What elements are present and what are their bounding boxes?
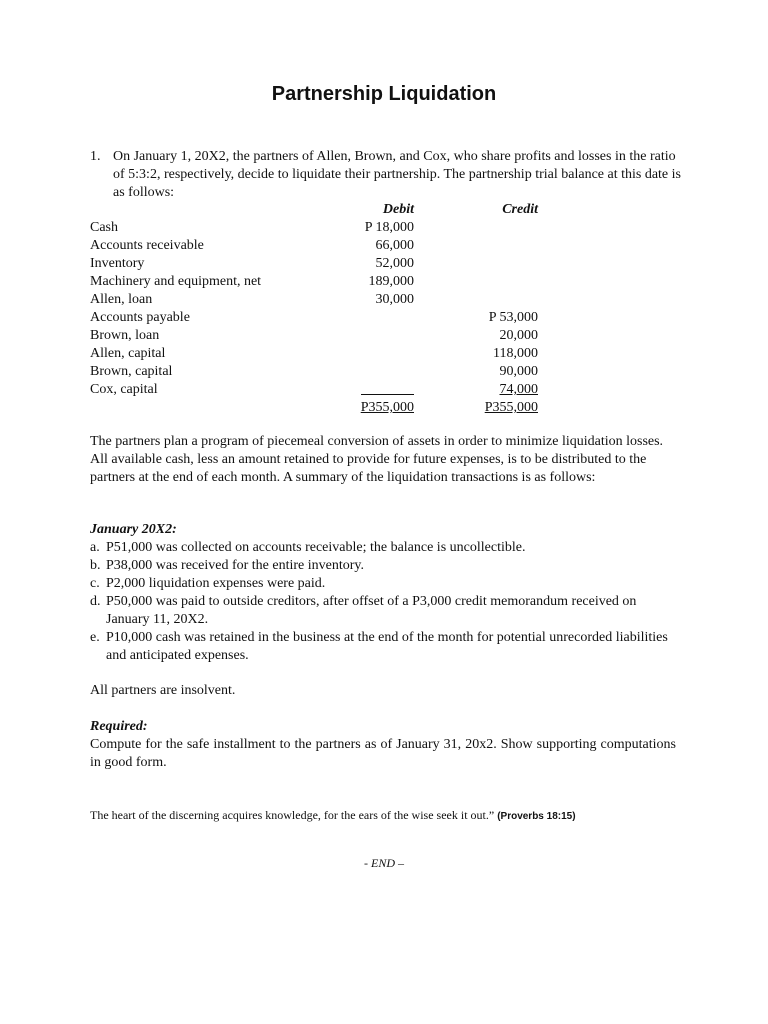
- tb-row-label: Allen, capital: [90, 346, 166, 361]
- required-heading: Required:: [90, 719, 148, 734]
- tb-row-credit: 74,000: [499, 382, 538, 397]
- item-text: P50,000 was paid to outside creditors, after offset of a P3,000 credit memorandum received on January 11, 20X2.: [106, 594, 637, 627]
- tb-row-credit: 20,000: [499, 328, 538, 343]
- debit-subtotal-rule: [361, 394, 414, 395]
- tb-row-label: Brown, loan: [90, 328, 160, 343]
- list-item: [90, 593, 680, 629]
- tb-row-label: Cash: [90, 220, 118, 235]
- debit-header: Debit: [382, 202, 414, 217]
- list-item: [90, 629, 680, 665]
- tb-row-debit: P 18,000: [364, 220, 414, 235]
- problem-intro: On January 1, 20X2, the partners of Allen, Brown, and Cox, who share profits and losses in the ratio of 5:3:2, respectively, decide to liquidate their partnership. The partnership trial balance at this date is as follows:: [113, 149, 681, 200]
- page-title: Partnership Liquidation: [271, 83, 497, 105]
- tb-row-label: Inventory: [90, 256, 145, 271]
- tb-row-label: Cox, capital: [90, 382, 158, 397]
- quote-reference: (Proverbs 18:15): [497, 811, 576, 822]
- tb-row-label: Accounts payable: [90, 310, 190, 325]
- list-item: [90, 575, 680, 593]
- tb-row-label: Brown, capital: [90, 364, 173, 379]
- credit-header: Credit: [502, 202, 538, 217]
- plan-paragraph: The partners plan a program of piecemeal conversion of assets in order to minimize liquidation losses. All available cash, less an amount retained to provide for future expenses, is to be distributed to the partners at the end of each month. A summary of the liquidation transactions is as follows:: [90, 434, 664, 485]
- tb-row-debit: 66,000: [375, 238, 414, 253]
- item-letter: c.: [90, 576, 100, 591]
- total-credit: P355,000: [484, 400, 538, 415]
- tb-row-credit: 118,000: [493, 346, 538, 361]
- item-letter: a.: [90, 540, 100, 555]
- list-item: [90, 557, 680, 575]
- item-text: P10,000 cash was retained in the business at the end of the month for potential unrecorded liabilities and anticipated expenses.: [106, 630, 668, 663]
- tb-row-label: Allen, loan: [90, 292, 153, 307]
- item-text: P38,000 was received for the entire inventory.: [106, 558, 365, 573]
- required-text: Compute for the safe installment to the partners as of January 31, 20x2. Show supporting computations in good form.: [90, 737, 676, 770]
- end-marker: - END –: [364, 856, 404, 870]
- tb-row-debit: 189,000: [368, 274, 414, 289]
- tb-row-label: Machinery and equipment, net: [90, 274, 262, 289]
- item-letter: e.: [90, 630, 100, 645]
- tb-row-credit: P 53,000: [488, 310, 538, 325]
- list-item: [90, 539, 680, 557]
- bible-quote: [90, 807, 690, 825]
- tb-row-label: Accounts receivable: [90, 238, 204, 253]
- tb-row-debit: 30,000: [375, 292, 414, 307]
- tb-row-credit: 90,000: [499, 364, 538, 379]
- item-letter: d.: [90, 594, 101, 609]
- quote-text: The heart of the discerning acquires knowledge, for the ears of the wise seek it out.”: [90, 808, 495, 822]
- insolvent-note: All partners are insolvent.: [90, 683, 236, 698]
- tb-row-debit: 52,000: [375, 256, 414, 271]
- item-letter: b.: [90, 558, 101, 573]
- total-debit: P355,000: [360, 400, 414, 415]
- item-text: P51,000 was collected on accounts receivable; the balance is uncollectible.: [106, 540, 526, 555]
- item-text: P2,000 liquidation expenses were paid.: [106, 576, 326, 591]
- january-heading: January 20X2:: [90, 522, 177, 537]
- problem-number: 1.: [90, 149, 101, 164]
